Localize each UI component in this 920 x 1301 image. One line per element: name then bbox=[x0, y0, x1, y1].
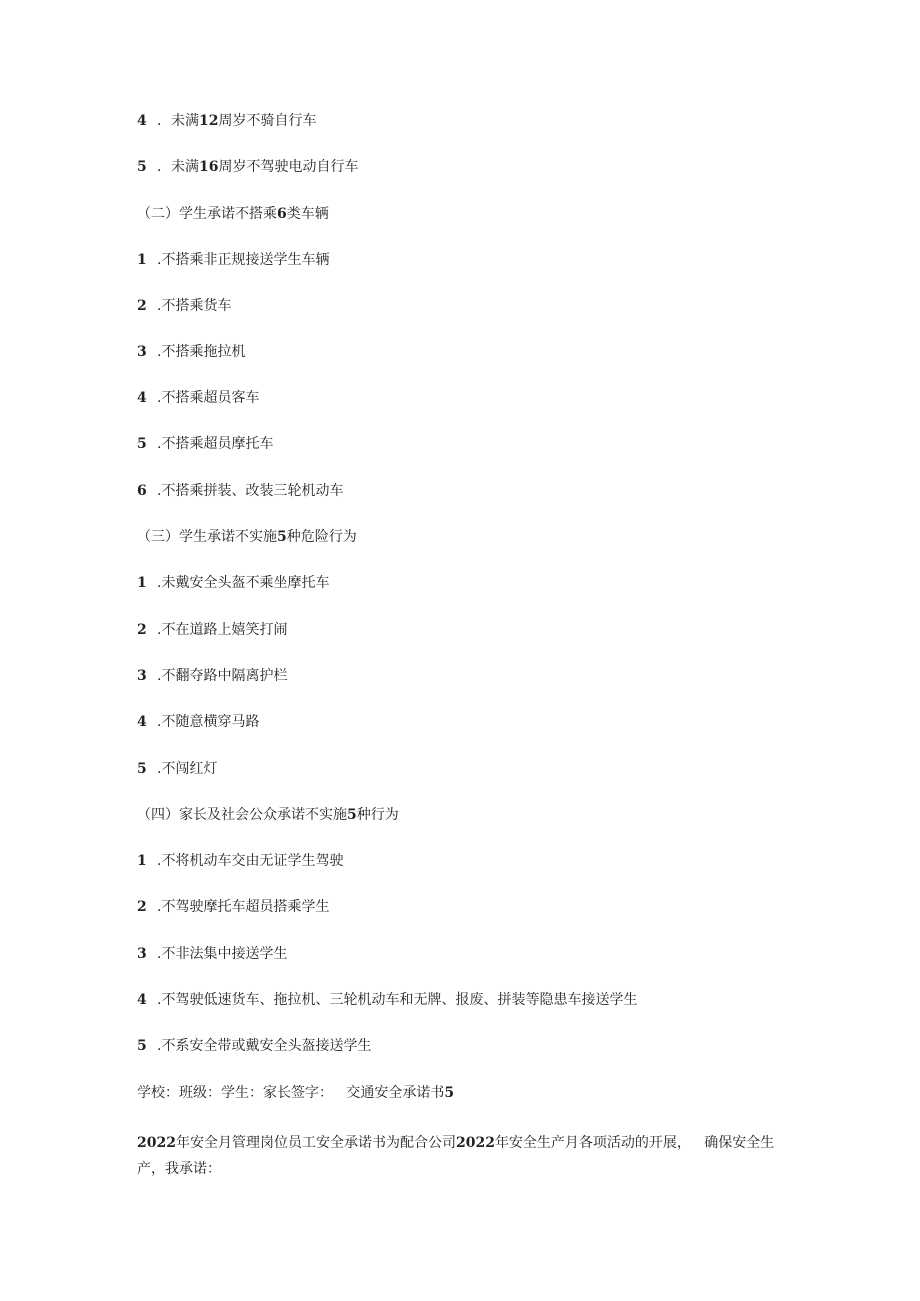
list-item bbox=[137, 573, 329, 593]
item-text: .不搭乘拼装、改装三轮机动车 bbox=[157, 483, 344, 499]
list-item bbox=[137, 157, 358, 177]
section-heading bbox=[137, 204, 329, 224]
list-item bbox=[137, 897, 329, 917]
item-number: 2 bbox=[137, 298, 147, 314]
signature-line bbox=[137, 1083, 454, 1103]
item-number: 4 bbox=[137, 390, 147, 406]
item-text: .不搭乘拖拉机 bbox=[157, 344, 246, 360]
paragraph-text-bold: 2022 bbox=[455, 1135, 495, 1151]
list-item bbox=[137, 481, 343, 501]
list-item bbox=[137, 388, 259, 408]
paragraph-text: 年安全月管理岗位员工安全承诺书为配合公司 bbox=[175, 1135, 456, 1151]
item-number: 4 bbox=[137, 714, 147, 730]
item-text: .不翻夺路中隔离护栏 bbox=[157, 668, 288, 684]
item-number: 2 bbox=[137, 622, 147, 638]
item-text: .不搭乘超员摩托车 bbox=[157, 436, 274, 452]
item-text: .不闯红灯 bbox=[157, 761, 218, 777]
item-number: 3 bbox=[137, 668, 147, 684]
item-number: 5 bbox=[137, 1038, 147, 1054]
item-number: 3 bbox=[137, 344, 147, 360]
item-text-bold: 16 bbox=[199, 159, 219, 175]
item-text: 周岁不驾驶电动自行车 bbox=[218, 159, 359, 175]
heading-text: （三）学生承诺不实施 bbox=[137, 529, 277, 545]
signature-text: 学校：班级：学生：家长签字： 交通安全承诺书 bbox=[137, 1085, 445, 1101]
item-text: .不搭乘货车 bbox=[157, 298, 232, 314]
item-text: .不搭乘超员客车 bbox=[157, 390, 260, 406]
item-number: 5 bbox=[137, 761, 147, 777]
item-text: .不非法集中接送学生 bbox=[157, 946, 288, 962]
item-text: ．未满 bbox=[157, 159, 199, 175]
item-text: .不驾驶摩托车超员搭乘学生 bbox=[157, 899, 330, 915]
list-item bbox=[137, 712, 259, 732]
heading-text: 类车辆 bbox=[286, 206, 329, 222]
closing-paragraph bbox=[137, 1130, 787, 1182]
item-text-bold: 12 bbox=[199, 113, 219, 129]
paragraph-text-bold: 2022 bbox=[137, 1135, 176, 1151]
paragraph-text: 年安全生产月各项活动的开展， 确保安全生产，我承诺： bbox=[137, 1135, 775, 1177]
item-text: ．未满 bbox=[157, 113, 199, 129]
list-item bbox=[137, 944, 287, 964]
heading-text: （二）学生承诺不搭乘 bbox=[137, 206, 277, 222]
item-text: .不驾驶低速货车、拖拉机、三轮机动车和无牌、报废、拼装等隐患车接送学生 bbox=[157, 992, 638, 1008]
list-item bbox=[137, 342, 245, 362]
item-text: .不搭乘非正规接送学生车辆 bbox=[157, 252, 330, 268]
item-number: 1 bbox=[137, 853, 147, 869]
item-number: 1 bbox=[137, 252, 147, 268]
list-item bbox=[137, 759, 217, 779]
section-heading bbox=[137, 527, 357, 547]
list-item bbox=[137, 434, 273, 454]
list-item bbox=[137, 250, 329, 270]
heading-text-bold: 5 bbox=[277, 529, 287, 545]
signature-text-bold: 5 bbox=[444, 1085, 455, 1101]
item-number: 3 bbox=[137, 946, 147, 962]
item-text: .不将机动车交由无证学生驾驶 bbox=[157, 853, 344, 869]
heading-text: 种危险行为 bbox=[286, 529, 357, 545]
list-item bbox=[137, 666, 287, 686]
heading-text: 种行为 bbox=[356, 807, 399, 823]
item-number: 5 bbox=[137, 159, 147, 175]
list-item bbox=[137, 296, 231, 316]
item-text: 周岁不骑自行车 bbox=[218, 113, 317, 129]
list-item bbox=[137, 111, 316, 131]
item-text: .不随意横穿马路 bbox=[157, 714, 260, 730]
item-number: 5 bbox=[137, 436, 147, 452]
list-item bbox=[137, 1036, 371, 1056]
item-text: .不在道路上嬉笑打闹 bbox=[157, 622, 288, 638]
item-number: 1 bbox=[137, 575, 147, 591]
section-heading bbox=[137, 805, 399, 825]
list-item bbox=[137, 851, 343, 871]
item-number: 2 bbox=[137, 899, 147, 915]
item-number: 6 bbox=[137, 483, 147, 499]
list-item bbox=[137, 990, 637, 1010]
heading-text: （四）家长及社会公众承诺不实施 bbox=[137, 807, 347, 823]
item-text: .未戴安全头盔不乘坐摩托车 bbox=[157, 575, 330, 591]
item-number: 4 bbox=[137, 992, 147, 1008]
item-text: .不系安全带或戴安全头盔接送学生 bbox=[157, 1038, 372, 1054]
heading-text-bold: 6 bbox=[277, 206, 287, 222]
heading-text-bold: 5 bbox=[347, 807, 357, 823]
item-number: 4 bbox=[137, 113, 147, 129]
list-item bbox=[137, 620, 287, 640]
